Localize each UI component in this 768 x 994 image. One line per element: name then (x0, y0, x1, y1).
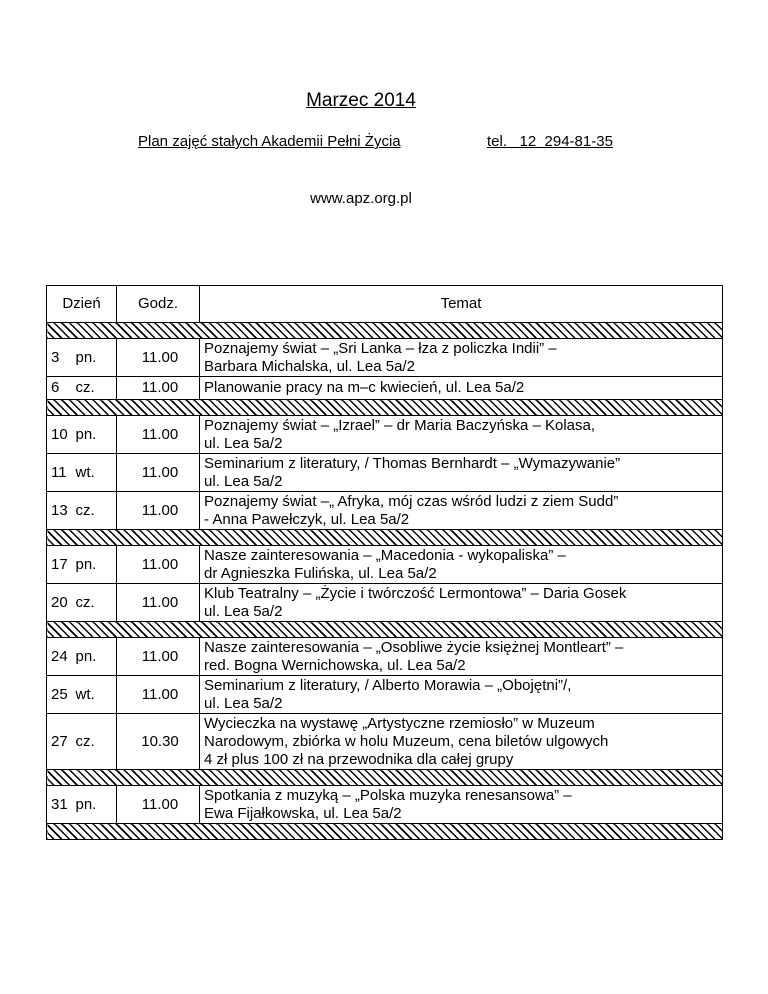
start-time: 11.00 (117, 676, 200, 714)
weekday: pn. (72, 638, 117, 676)
day-number: 20 (47, 584, 72, 622)
week-separator (47, 622, 723, 638)
topic-line: Barbara Michalska, ul. Lea 5a/2 (204, 357, 415, 375)
day-number: 27 (47, 714, 72, 770)
schedule-table (46, 285, 723, 840)
start-time: 11.00 (117, 546, 200, 584)
week-separator (47, 770, 723, 786)
topic-line: ul. Lea 5a/2 (204, 472, 283, 490)
weekday: pn. (72, 546, 117, 584)
column-header-day: Dzień (47, 286, 117, 323)
day-number: 11 (47, 454, 72, 492)
start-time: 11.00 (117, 786, 200, 824)
topic-cell (200, 492, 723, 530)
topic-line: Nasze zainteresowania – „Osobliwe życie księżnej Montleart” – (204, 638, 624, 656)
topic-line: Nasze zainteresowania – „Macedonia - wykopaliska” – (204, 546, 566, 564)
start-time: 10.30 (117, 714, 200, 770)
topic-line: Narodowym, zbiórka w holu Muzeum, cena biletów ulgowych (204, 732, 609, 750)
weekday: cz. (72, 584, 117, 622)
topic-line: Poznajemy świat –„ Afryka, mój czas wśród ludzi z ziem Sudd” (204, 492, 619, 510)
topic-line: Klub Teatralny – „Życie i twórczość Lermontowa” – Daria Gosek (204, 584, 627, 602)
topic-cell (200, 676, 723, 714)
topic-line: 4 zł plus 100 zł na przewodnika dla całej grupy (204, 750, 514, 768)
table-row (47, 676, 723, 714)
start-time: 11.00 (117, 492, 200, 530)
day-number: 24 (47, 638, 72, 676)
weekday: cz. (72, 714, 117, 770)
start-time: 11.00 (117, 416, 200, 454)
hatched-bar (47, 622, 723, 638)
table-row (47, 377, 723, 400)
page-subtitle: Plan zajęć stałych Akademii Pełni Życia (138, 133, 401, 150)
day-number: 6 (47, 377, 72, 400)
table-row (47, 492, 723, 530)
weekday: pn. (72, 786, 117, 824)
table-row (47, 546, 723, 584)
topic-line: red. Bogna Wernichowska, ul. Lea 5a/2 (204, 656, 466, 674)
topic-line: Poznajemy świat – „Sri Lanka – łza z policzka Indii” – (204, 339, 557, 357)
hatched-bar (47, 770, 723, 786)
week-separator (47, 824, 723, 840)
topic-line: Seminarium z literatury, / Alberto Morawia – „Obojętni”/, (204, 676, 572, 694)
weekday: pn. (72, 339, 117, 377)
topic-line: ul. Lea 5a/2 (204, 694, 283, 712)
topic-cell (200, 546, 723, 584)
table-row (47, 638, 723, 676)
week-separator (47, 400, 723, 416)
week-separator (47, 323, 723, 339)
topic-line: Poznajemy świat – „Izrael” – dr Maria Baczyńska – Kolasa, (204, 416, 596, 434)
topic-line: dr Agnieszka Fulińska, ul. Lea 5a/2 (204, 564, 437, 582)
topic-line: ul. Lea 5a/2 (204, 602, 283, 620)
topic-line: Planowanie pracy na m–c kwiecień, ul. Lea 5a/2 (204, 379, 525, 396)
topic-cell (200, 638, 723, 676)
topic-cell (200, 454, 723, 492)
table-row (47, 714, 723, 770)
topic-cell (200, 416, 723, 454)
column-header-topic: Temat (200, 286, 723, 323)
weekday: cz. (72, 377, 117, 400)
weekday: wt. (72, 676, 117, 714)
day-number: 13 (47, 492, 72, 530)
page-title: Marzec 2014 (306, 90, 416, 111)
topic-cell (200, 377, 723, 400)
phone-number: tel. 12 294-81-35 (487, 133, 613, 150)
table-row (47, 454, 723, 492)
start-time: 11.00 (117, 454, 200, 492)
topic-cell (200, 786, 723, 824)
topic-line: Seminarium z literatury, / Thomas Bernhardt – „Wymazywanie” (204, 454, 621, 472)
day-number: 3 (47, 339, 72, 377)
topic-line: Ewa Fijałkowska, ul. Lea 5a/2 (204, 804, 402, 822)
hatched-bar (47, 530, 723, 546)
topic-line: - Anna Pawełczyk, ul. Lea 5a/2 (204, 510, 410, 528)
weekday: wt. (72, 454, 117, 492)
day-number: 31 (47, 786, 72, 824)
table-row (47, 339, 723, 377)
topic-line: Wycieczka na wystawę „Artystyczne rzemiosło” w Muzeum (204, 714, 595, 732)
week-separator (47, 530, 723, 546)
day-number: 17 (47, 546, 72, 584)
start-time: 11.00 (117, 377, 200, 400)
topic-cell (200, 339, 723, 377)
start-time: 11.00 (117, 339, 200, 377)
table-row (47, 416, 723, 454)
column-header-time: Godz. (117, 286, 200, 323)
day-number: 25 (47, 676, 72, 714)
hatched-bar (47, 400, 723, 416)
weekday: cz. (72, 492, 117, 530)
topic-cell (200, 584, 723, 622)
hatched-bar (47, 824, 723, 840)
topic-line: Spotkania z muzyką – „Polska muzyka renesansowa” – (204, 786, 572, 804)
start-time: 11.00 (117, 584, 200, 622)
website-link[interactable]: www.apz.org.pl (310, 190, 412, 207)
table-header-row (47, 286, 723, 323)
weekday: pn. (72, 416, 117, 454)
day-number: 10 (47, 416, 72, 454)
table-row (47, 786, 723, 824)
start-time: 11.00 (117, 638, 200, 676)
hatched-bar (47, 323, 723, 339)
topic-line: ul. Lea 5a/2 (204, 434, 283, 452)
table-row (47, 584, 723, 622)
topic-cell (200, 714, 723, 770)
